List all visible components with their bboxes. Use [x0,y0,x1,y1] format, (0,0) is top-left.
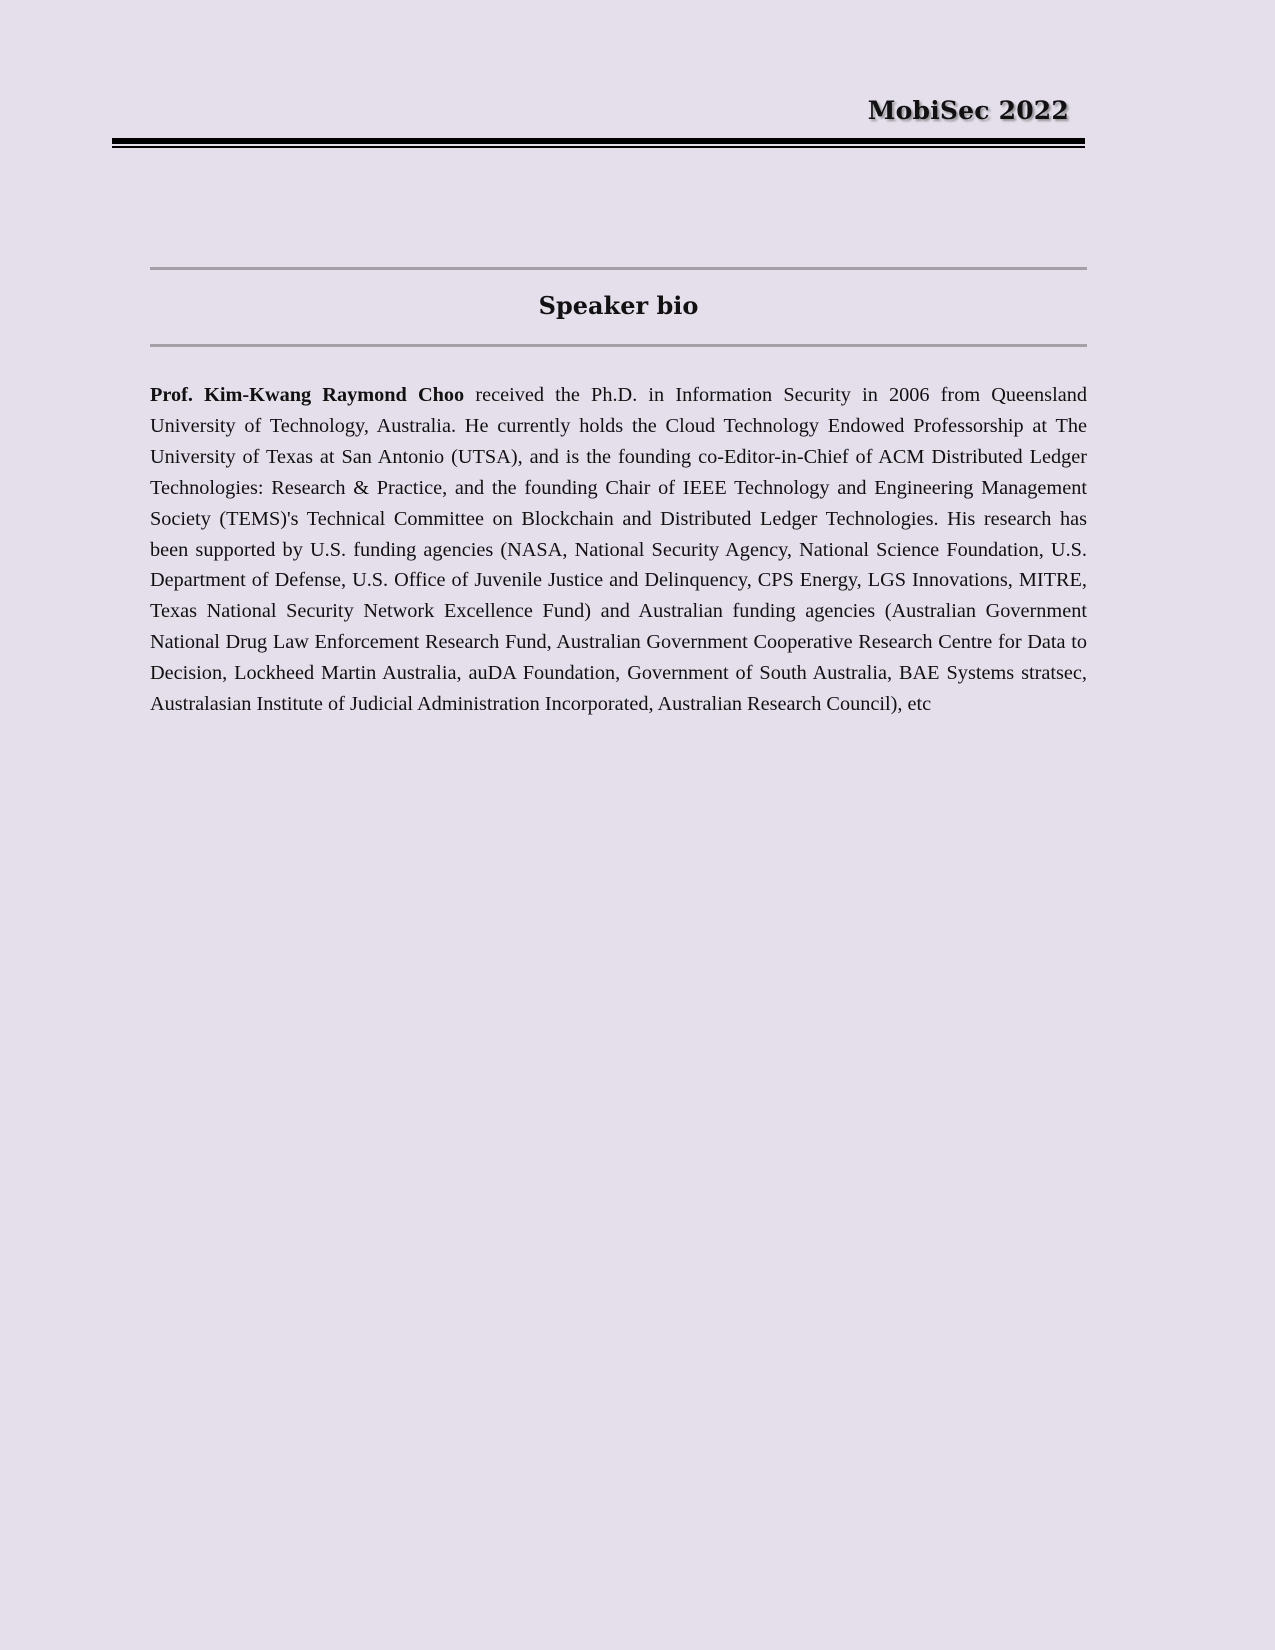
header-divider-thin [112,146,1085,148]
speaker-name: Prof. Kim-Kwang Raymond Choo [150,384,465,406]
speaker-bio-text: received the Ph.D. in Information Security in 2006 from Queensland University of Technology, Australia. He currently holds the Cloud Technology Endowed Professorship at The University of Texas at San Antonio (UTSA), and is the founding co-Editor-in-Chief of ACM Distributed Ledger Technologies: Research & Practice, and the founding Chair of IEEE Technology and Engineering Management Society (TEMS)'s Technical Committee on Blockchain and Distributed Ledger Technologies. His research has been supported by U.S. funding agencies (NASA, National Security Agency, National Science Foundation, U.S. Department of Defense, U.S. Office of Juvenile Justice and Delinquency, CPS Energy, LGS Innovations, MITRE, Texas National Security Network Excellence Fund) and Australian funding agencies (Australian Government National Drug Law Enforcement Research Fund, Australian Government Cooperative Research Centre for Data to Decision, Lockheed Martin Australia, auDA Foundation, Government of South Australia, BAE Systems stratsec, Australasian Institute of Judicial Administration Incorporated, Australian Research Council), etc [150,384,1087,716]
header-divider-thick [112,138,1085,144]
section-heading: Speaker bio [538,291,699,320]
section-divider-top [150,267,1087,270]
section-divider-bottom [150,344,1087,347]
conference-title: MobiSec 2022 [867,96,1069,125]
speaker-bio-paragraph [150,380,1087,720]
